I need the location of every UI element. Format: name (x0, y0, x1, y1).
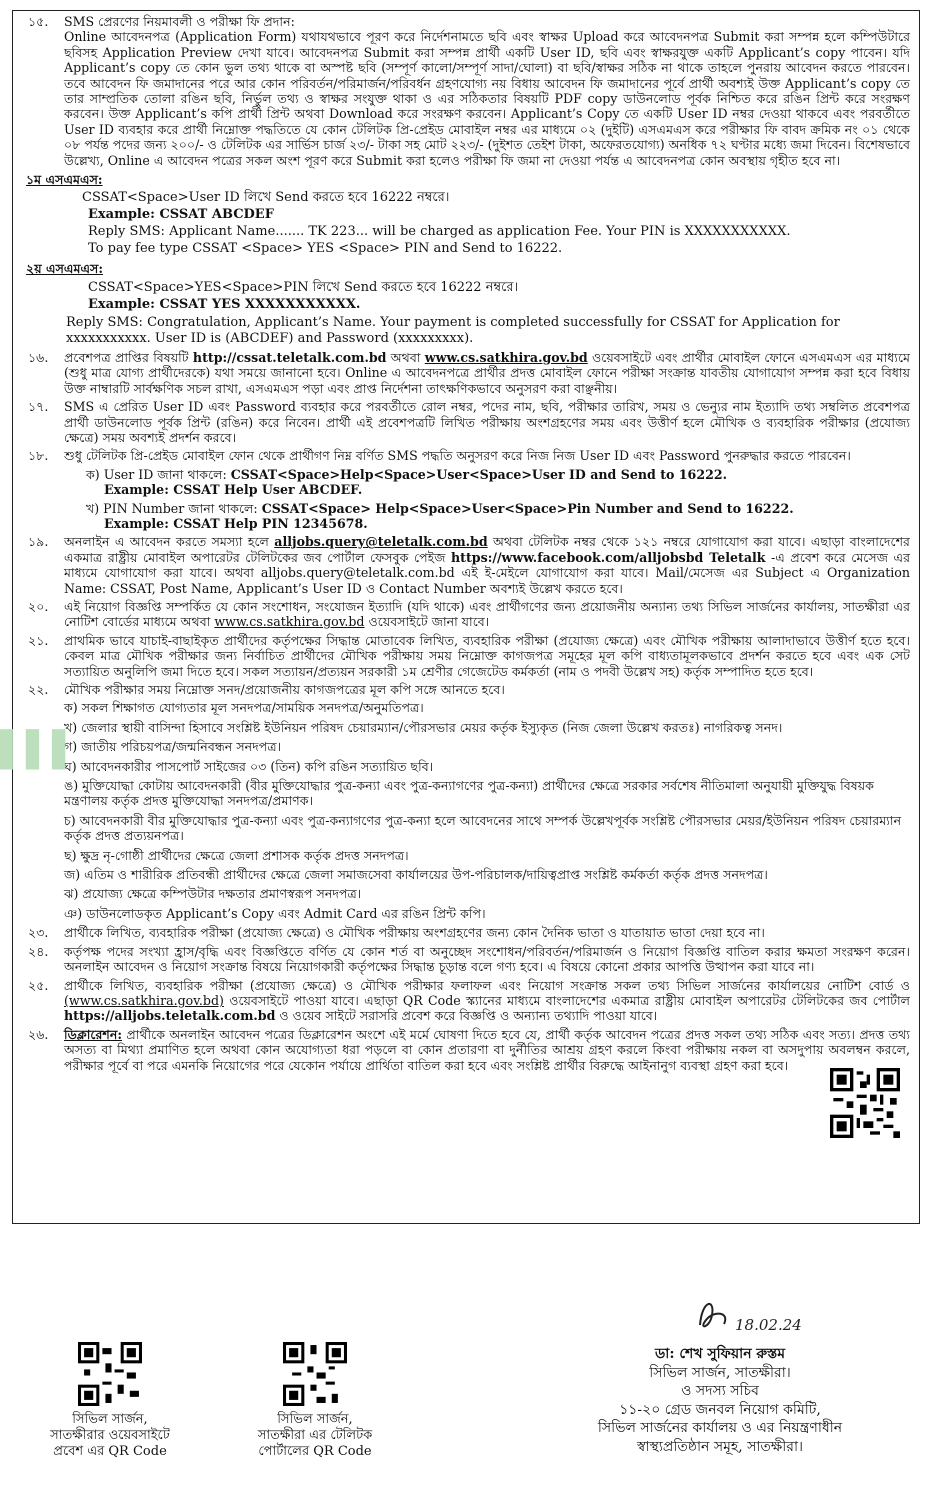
cs-satkhira-link[interactable]: www.cs.satkhira.gov.bd (424, 349, 588, 365)
clause-title: SMS প্রেরণের নিয়মাবলী ও পরীক্ষা ফি প্রদান: (64, 14, 295, 29)
clause-20 (22, 599, 910, 630)
list-item: খ) জেলার স্থায়ী বাসিন্দা হিসাবে সংশ্লিষ্ট ইউনিয়ন পরিষদ চেয়ারম্যান/পৌরসভার মেয়র কর্তৃক ইস্যুকৃত (নিজ জেলা উল্লেখ করতঃ) নাগরিকত্ব সনদ। (64, 719, 783, 735)
userid-recovery-command: CSSAT<Space>Help<Space>User<Space>User ID and Send to 16222. (230, 466, 727, 482)
clause-text-fb-post: -এ প্রবেশ করে মেসেজ এর মাধ্যমে যোগাযোগ করা যাবে। অথবা alljobs.query@teletalk.com.bd এই ই-মেইলে যোগাযোগ করা যাবে। Mail/মেসেজ এর Subject এ Organization Name: CSSAT, Post Name, Applicant’s User ID ও Contact Number অবশ্যই উল্লেখ করতে হবে। (64, 549, 910, 596)
qr-caption: সাতক্ষীরা এর টেলিটক (257, 1428, 373, 1443)
qr-caption: পোর্টালের QR Code (258, 1444, 372, 1459)
qr-code-icon[interactable] (830, 1068, 900, 1138)
userid-recovery-example: Example: CSSAT Help User ABCDEF. (104, 482, 363, 498)
clause-number: ২৩. (28, 925, 49, 941)
clause-number: ২৪. (28, 943, 49, 959)
clause-text-post: ও ওয়েব সাইটে সরাসরি প্রবেশ করে বিজ্ঞপ্তি ও অন্যান্য তথ্যাদি পাওয়া যাবে। (279, 1008, 658, 1024)
clause-number: ১৫. (28, 14, 49, 29)
signatory-office: সিভিল সার্জনের কার্যালয় ও এর নিয়ন্ত্রণাধীন (597, 1420, 843, 1436)
clause-text: কর্তৃপক্ষ পদের সংখ্যা হ্রাস/বৃদ্ধি এবং বিজ্ঞপ্তিতে বর্ণিত যে কোন শর্ত বা অনুচ্ছেদ সংশোধন/পরিবর্তন/পরিমার্জন ও নিয়োগ বিজ্ঞপ্তি বাতিল করার ক্ষমতা সংরক্ষণ করেন। অনলাইন আবেদন ও নিয়োগ সংক্রান্ত বিষয়ে নিয়োগকারী কর্তৃপক্ষের সিদ্ধান্ত চূড়ান্ত বলে গণ্য হবে। এ বিষয়ে কোনো প্রকার আপত্তি উত্থাপন করা যাবে না। (64, 943, 910, 975)
clause-16 (22, 350, 910, 396)
clause-number: ২১. (28, 632, 49, 648)
clause-text: SMS এ প্রেরিত User ID এবং Password ব্যবহার করে পরবর্তীতে রোল নম্বর, পদের নাম, ছবি, পরীক্ষার তারিখ, সময় ও ভেন্যুর নাম ইত্যাদি তথ্য সম্বলিত প্রবেশপত্র প্রার্থী ডাউনলোড পূর্বক প্রিন্ট (রঙিন) করে নিবেন। প্রার্থী এই প্রবেশপত্রটি লিখিত পরীক্ষায় অংশগ্রহণের সময় এবং উত্তীর্ণ হলে মৌখিক ও ব্যবহারিক পরীক্ষার (প্রযোজ্য ক্ষেত্রে) সময় অবশ্যই প্রদর্শন করবে। (64, 399, 910, 445)
clause-text-post: ওয়েবসাইটে জানা যাবে। (368, 614, 490, 630)
clause-text: শুধু টেলিটক প্রি-প্রেইড মোবাইল ফোন থেকে প্রার্থীগণ নিম্ন বর্ণিত SMS পদ্ধতি অনুসরণ করে নিজ নিজ User ID এবং Password পুনরুদ্ধার করতে পারবেন। (64, 448, 851, 464)
pin-recovery-command: CSSAT<Space> Help<Space>User<Space>Pin Number and Send to 16222. (261, 500, 794, 516)
clause-number: ২০. (28, 598, 49, 614)
clause-text-post: ওয়েবসাইটে এবং প্রার্থীর মোবাইল ফোনে এসএমএস এর মাধ্যমে (শুধু মাত্র যোগ্য প্রার্থীদেরকে) যথা সময়ে জানানো হবে। Online এ আবেদনপত্রে প্রার্থীর প্রদত্ত মোবাইল ফোনে পরীক্ষা সংক্রান্ত যাবতীয় যোগাযোগ সম্পন্ন করা হবে বিধায় উক্ত নাম্বারটি সার্বক্ষণিক সচল রাখা, এসএমএস পড়া এবং প্রাপ্ত নির্দেশনা তাৎক্ষণিকভাবে অনুসরণ করা বাঞ্ছনীয়। (64, 349, 911, 396)
list-item: ঞ) ডাউনলোডকৃত Applicant’s Copy এবং Admit Card এর রঙিন প্রিন্ট কপি। (64, 905, 486, 921)
list-item: ঘ) আবেদনকারীর পাসপোর্ট সাইজের ০৩ (তিন) কপি রঙিন সত্যায়িত ছবি। (64, 758, 434, 774)
clause-text: প্রার্থীকে অনলাইন আবেদন পত্রের ডিক্লারেশন অংশে এই মর্মে ঘোষণা দিতে হবে যে, প্রার্থী কর্তৃক আবেদন পত্রের প্রদত্ত সকল তথ্য সঠিক এবং সত্য। প্রদত্ত তথ্য অসত্য বা মিথ্যা প্রমাণিত হলে অথবা কোন অযোগ্যতা ধরা পড়লে বা কোন প্রতারণা বা দুর্নীতির আশ্রয় গ্রহণ করলে কিংবা পরীক্ষায় নকল বা অসদুপায় অবলম্বন করলে, পরীক্ষার পূর্বে বা পরে এমনকি নিয়োগের পরে যেকোন পর্যায়ে প্রার্থিতা বাতিল করা হবে এবং সংশ্লিষ্ট প্রার্থীর বিরুদ্ধে আইনানুগ ব্যবস্থা গ্রহণ করা হবে। (64, 1026, 910, 1073)
cs-satkhira-link[interactable]: www.cs.satkhira.gov.bd (214, 614, 365, 630)
clause-text-pre: প্রবেশপত্র প্রাপ্তির বিষয়টি (64, 349, 189, 365)
qr-caption: সিভিল সার্জন, (277, 1412, 353, 1427)
sms2-heading: ২য় এসএমএস: (26, 261, 104, 277)
clause-18 (22, 448, 910, 531)
clause-text-post: অথবা টেলিটক নম্বর থেকে ১২১ নম্বরে যোগাযোগ করা যাবে। এছাড়া বাংলাদেশের একমাত্র রাষ্ট্রীয় মোবাইল অপারেটর টেলিটকের জব পোর্টাল ফেসবুক পেইজ (64, 534, 910, 565)
clause-22 (22, 682, 910, 697)
sms1-heading: ১ম এসএমএস: (26, 172, 103, 188)
clause-number: ১৬. (28, 349, 49, 365)
clause-text-mid: অথবা (390, 349, 421, 365)
sms2-block (88, 279, 910, 313)
sms2-command: CSSAT<Space>YES<Space>PIN লিখে Send করতে হবে 16222 নম্বরে। (88, 279, 519, 295)
list-item: ঝ) প্রযোজ্য ক্ষেত্রে কম্পিউটার দক্ষতার প্রমাণস্বরূপ সনদপত্র। (64, 886, 362, 902)
qr-caption: সিভিল সার্জন, (72, 1412, 148, 1427)
sms1-example: Example: CSSAT ABCDEF (88, 207, 274, 223)
clause-text-pre: প্রার্থীকে লিখিত, ব্যবহারিক পরীক্ষা (প্রযোজ্য ক্ষেত্রে) ও মৌখিক পরীক্ষার ফলাফল এবং নিয়োগ সংক্রান্ত সকল তথ্য সিভিল সার্জনের কার্যালয়ের নোটিশ বোর্ড ও (64, 977, 910, 993)
signatory-role: ও সদস্য সচিব (681, 1383, 759, 1399)
clause-15 (22, 14, 910, 168)
clause-24 (22, 944, 910, 975)
sms1-block (82, 189, 910, 257)
qr-code-icon[interactable] (283, 1342, 347, 1406)
clause-text: Online আবেদনপত্র (Application Form) যথাযথভাবে পূরণ করে নির্দেশনামতে ছবি এবং স্বাক্ষর Upload করে আবেদনপত্র Submit করা সম্পন্ন হলে কম্পিউটারে ছবিসহ Application Preview দেখা যাবে। আবেদনপত্র Submit করা সম্পন্ন প্রার্থী একটি User ID, ছবি এবং স্বাক্ষরযুক্ত একটি Applicant’s copy পাবেন। যদি Applicant’s copy তে কোন ভুল তথ্য থাকে বা অস্পষ্ট ছবি (সম্পূর্ণ কালো/সম্পূর্ণ সাদা/ঘোলা) বা ছবি/স্বাক্ষর সঠিক না থাকে তাহলে পুনরায় আবেদন করতে পারবেন। তবে আবেদন ফি জমাদানের পরে আর কোন পরিবর্তন/পরিমার্জন/পরিবর্ধন গ্রহণযোগ্য নয় বিধায় আবেদন ফি জমাদানের পূর্বে প্রার্থী অবশ্যই উক্ত Applicant’s copy তে তার সাম্প্রতিক তোলা রঙিন ছবি, নির্ভুল তথ্য ও স্বাক্ষর সংযুক্ত থাকা ও এর সঠিকতার বিষয়টি PDF copy ডাউনলোড পূর্বক নিশ্চিত করে রঙিন প্রিন্ট করে সংরক্ষণ করবেন। উক্ত Applicant’s কপি প্রার্থী প্রিন্ট অথবা Download করে সংরক্ষণ করবেন। Applicant’s Copy তে একটি User ID নম্বর দেওয়া থাকবে এবং পরবর্তীতে User ID ব্যবহার করে প্রার্থী নিম্নোক্ত পদ্ধতিতে যে কোন টেলিটক প্রি-প্রেইড মোবাইল নম্বর এর মাধ্যমে ০২ (দুইটি) এসএমএস করে পরীক্ষার ফি বাবদ ক্রমিক নং ০১ থেকে ০৮ পর্যন্ত পদের জন্য ২০০/- ও টেলিটক এর সার্ভিস চার্জ ২৩/- টাকা সহ মোট ২২৩/- (দুইশত তেইশ টাকা, অফেরতযোগ্য) অনধিক ৭২ ঘণ্টার মধ্যে জমা দিবেন। বিশেষভাবে উল্লেখ্য, Online এ আবেদন পত্রের সকল অংশ পূরণ করে Submit করা হলেও পরীক্ষা ফি জমা না দেওয়া পর্যন্ত এ আবেদনপত্র কোন অবস্থায় গৃহীত হবে না। (64, 29, 910, 168)
qr-box-website (40, 1342, 180, 1460)
clause-number: ১৭. (28, 399, 49, 415)
document-list (64, 700, 910, 921)
clause-text-pre: এই নিয়োগ বিজ্ঞপ্তি সম্পর্কিত যে কোন সংশোধন, সংযোজন ইত্যাদি (যদি থাকে) এবং প্রার্থীগণের জন্য প্রয়োজনীয় অন্যান্য তথ্য সিভিল সার্জনের কার্যালয়, সাতক্ষীরা এর নোটিশ বোর্ডের মাধ্যমে অথবা (64, 598, 910, 630)
sms2-reply: Reply SMS: Congratulation, Applicant’s Name. Your payment is completed successfully for CSSAT for Application for xxxxxxxxxxx. User ID is (ABCDEF) and Password (xxxxxxxxx). (66, 314, 840, 346)
clause-23 (22, 925, 910, 940)
clause-number: ২৬. (28, 1026, 49, 1042)
clause-text-pre: অনলাইন এ আবেদন করতে সমস্যা হলে (64, 534, 269, 550)
declaration-label: ডিক্লারেশন: (64, 1026, 122, 1042)
signature-icon (640, 1290, 840, 1340)
pin-recovery-label: খ) PIN Number জানা থাকলে: (86, 500, 258, 516)
clause-25 (22, 978, 910, 1024)
clause-text: প্রার্থীকে লিখিত, ব্যবহারিক পরীক্ষা (প্রযোজ্য ক্ষেত্রে) ও মৌখিক পরীক্ষায় অংশগ্রহণের জন্য কোন দৈনিক ভাতা ও যাতায়াত ভাতা দেয়া হবে না। (64, 925, 765, 941)
signatory-office-2: স্বাস্থ্যপ্রতিষ্ঠান সমূহ, সাতক্ষীরা। (636, 1438, 804, 1455)
clause-17 (22, 399, 910, 445)
clause-text: প্রাথমিক ভাবে যাচাই-বাছাইকৃত প্রার্থীদের কর্তৃপক্ষের সিদ্ধান্ত মোতাবেক লিখিত, ব্যবহারিক পরীক্ষা (প্রযোজ্য ক্ষেত্রে) এবং মৌখিক পরীক্ষায় আলাদাভাবে উত্তীর্ণ হতে হবে। কেবল মাত্র মৌখিক পরীক্ষার জন্য নির্বাচিত প্রার্থীদের মৌখিক পরীক্ষায় সময় নিম্নোক্ত কাগজপত্র সমূহের মূল কপি বাধ্যতামূলকভাবে প্রদর্শন করতে হবে এবং এক সেট সত্যায়িত অনুলিপি জমা দিতে হবে। সকল সত্যায়ন/প্রত্যয়ন সরকারী ১ম শ্রেণীর গেজেটেড কর্মকর্তা (নাম ও পদবী উল্লেখ সহ) কর্তৃক সম্পাদিত হতে হবে। (64, 632, 910, 679)
sms1-pay: To pay fee type CSSAT <Space> YES <Space> PIN and Send to 16222. (88, 241, 563, 257)
clause-number: ২২. (28, 682, 49, 697)
list-item: ছ) ক্ষুদ্র নৃ-গোষ্ঠী প্রার্থীদের ক্ষেত্রে জেলা প্রশাসক কর্তৃক প্রদত্ত সনদপত্র। (64, 847, 409, 863)
admit-url-link[interactable]: http://cssat.teletalk.com.bd (192, 349, 387, 365)
qr-caption: প্রবেশ এর QR Code (53, 1444, 167, 1459)
clause-21 (22, 633, 910, 679)
facebook-page-link[interactable]: https://www.facebook.com/alljobsbd Teletalk (451, 549, 766, 565)
cs-satkhira-link[interactable]: (www.cs.satkhira.gov.bd) (64, 992, 224, 1008)
sms2-example: Example: CSSAT YES XXXXXXXXXXX. (88, 296, 361, 312)
clause-19 (22, 534, 910, 596)
sms1-command: CSSAT<Space>User ID লিখে Send করতে হবে 16222 নম্বরে। (82, 190, 450, 206)
alljobs-link[interactable]: https://alljobs.teletalk.com.bd (64, 1008, 276, 1024)
qr-caption: সাতক্ষীরার ওয়েবসাইটে (50, 1428, 170, 1443)
userid-recovery-label: ক) User ID জানা থাকলে: (86, 466, 227, 482)
clause-number: ১৮. (28, 448, 49, 464)
signatory-committee: ১১-২০ গ্রেড জনবল নিয়োগ কমিটি, (619, 1401, 821, 1418)
clause-text-mid: ওয়েবসাইটে পাওয়া যাবে। এছাড়া QR Code স্ক্যানের মাধ্যমে বাংলাদেশের একমাত্র রাষ্ট্রীয় মোবাইল অপারেটর টেলিটকের জব পোর্টাল (229, 992, 911, 1008)
notice-body (22, 14, 910, 1076)
sms1-reply: Reply SMS: Applicant Name....... TK 223... will be charged as application Fee. Your PIN is XXXXXXXXXXX. (88, 224, 791, 240)
support-email-link[interactable]: alljobs.query@teletalk.com.bd (274, 534, 488, 550)
list-item: গ) জাতীয় পরিচয়পত্র/জন্মনিবন্ধন সনদপত্র। (64, 739, 282, 755)
qr-box-teletalk (240, 1342, 390, 1460)
signatory-block (520, 1345, 920, 1456)
list-item: ঙ) মুক্তিযোদ্ধা কোটায় আবেদনকারী (বীর মুক্তিযোদ্ধার পুত্র-কন্যা এবং পুত্র-কন্যাগণের পুত্র-কন্যা) প্রার্থীদের ক্ষেত্রে সরকার সর্বশেষ নীতিমালা অনুযায়ী মুক্তিযুদ্ধ বিষয়ক মন্ত্রণালয় কর্তৃক প্রদত্ত মুক্তিযোদ্ধা সনদপত্র/প্রমাণক। (64, 778, 874, 809)
signatory-title: সিভিল সার্জন, সাতক্ষীরা। (649, 1364, 791, 1381)
list-item: চ) আবেদনকারী বীর মুক্তিযোদ্ধার পুত্র-কন্যা এবং পুত্র-কন্যাগণের পুত্র-কন্যা হলে আবেদনের সাথে সম্পর্ক উল্লেখপূর্বক সংশ্লিষ্ট পৌরসভার মেয়র/ইউনিয়ন পরিষদ চেয়ারম্যান কর্তৃক প্রদত্ত প্রত্যয়নপত্র। (64, 812, 902, 844)
list-item: ক) সকল শিক্ষাগত যোগ্যতার মূল সনদপত্র/সাময়িক সনদপত্র/অনুমতিপত্র। (64, 700, 424, 716)
clause-text: মৌখিক পরীক্ষার সময় নিম্নোক্ত সনদ/প্রয়োজনীয় কাগজপত্রের মূল কপি সঙ্গে আনতে হবে। (64, 682, 505, 697)
clause-number: ২৫. (28, 977, 49, 993)
signatory-name: ডা: শেখ সুফিয়ান রুস্তম (654, 1346, 786, 1362)
list-item: জ) এতিম ও শারীরিক প্রতিবন্ধী প্রার্থীদের ক্ষেত্রে জেলা সমাজসেবা কার্যালয়ের উপ-পরিচালক/দায়িত্বপ্রাপ্ত সংশ্লিষ্ট কর্মকর্তা কর্তৃক প্রদত্ত সনদপত্র। (64, 867, 768, 883)
signature-date: 18.02.24 (735, 1316, 802, 1334)
clause-26 (22, 1027, 910, 1073)
clause-number: ১৯. (28, 534, 49, 550)
watermark: ▌▌▌ (0, 730, 79, 770)
pin-recovery-example: Example: CSSAT Help PIN 12345678. (104, 515, 368, 531)
qr-code-icon[interactable] (78, 1342, 142, 1406)
